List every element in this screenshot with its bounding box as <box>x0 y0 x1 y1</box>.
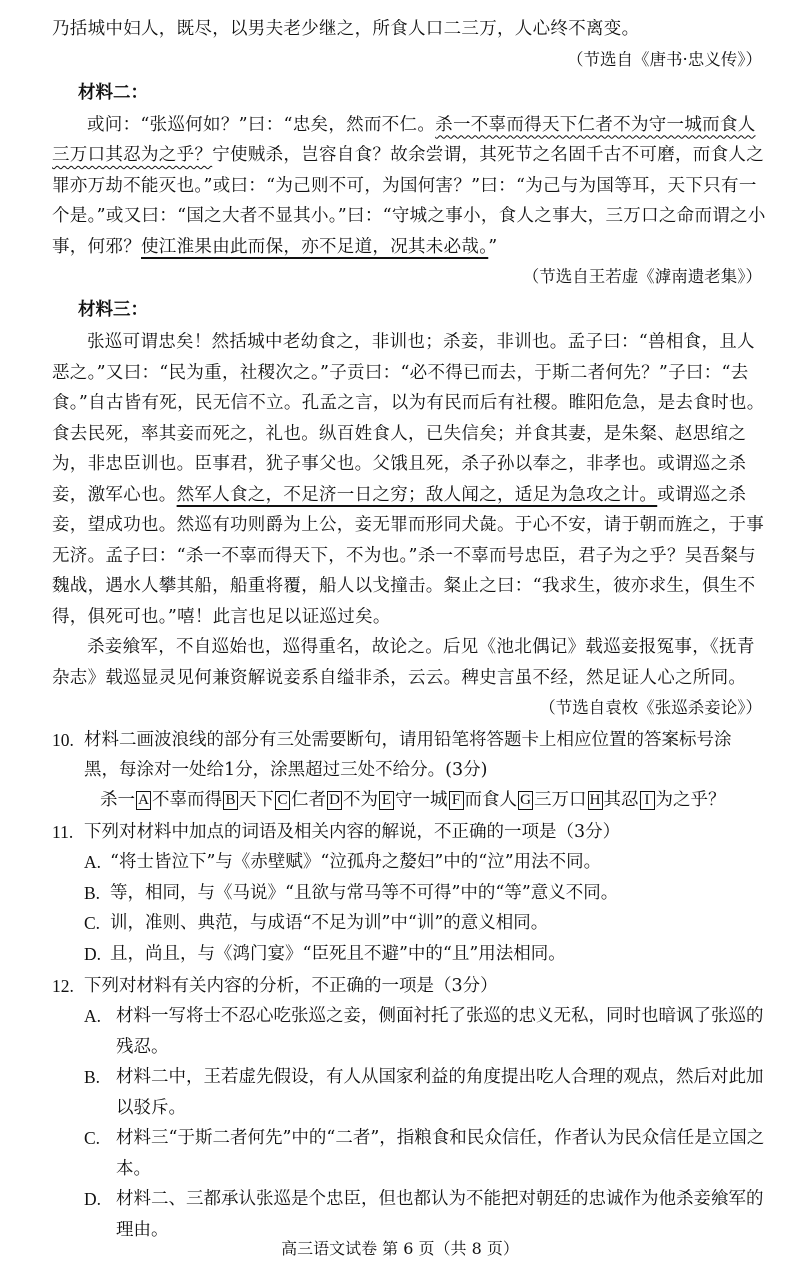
segment-text: 不为 <box>343 790 378 810</box>
option-11-b[interactable] <box>84 878 766 909</box>
segment-text: 守一城 <box>395 790 448 810</box>
question-11 <box>52 817 766 847</box>
material-2-part: ” <box>488 236 498 257</box>
source-citation-3: （节选自袁枚《张巡杀妾论》） <box>539 698 762 717</box>
material-3-text <box>52 327 766 632</box>
segment-text: 天下 <box>239 790 274 810</box>
answer-box-d[interactable]: D <box>327 791 342 810</box>
option-12-a[interactable] <box>84 1001 766 1062</box>
segment-text: 杀一 <box>100 790 135 810</box>
segment-text: 其忍 <box>603 790 639 810</box>
option-label: A. <box>84 1006 102 1026</box>
wavy-underlined-text: 杀一不辜而得天下仁者不为守一城而食人三万口其忍为之乎？ <box>52 114 756 165</box>
option-12-c[interactable] <box>84 1123 766 1184</box>
material-3-text-2: 杀妾飨军，不自巡始也，巡得重名，故论之。后见《池北偶记》载巡妾报冤事，《抚青杂志》载巡显灵见何兼资解说妾系自缢非杀，云云。稗史言虽不经，然足证人心之所同。 <box>52 637 755 688</box>
underlined-sentence: 然军人食之，不足济一日之穷；敌人闻之，适足为急攻之计。 <box>176 484 658 505</box>
material-2-part: 或问：“张巡何如？”曰：“忠矣，然而不仁。 <box>87 114 436 135</box>
option-text: “将士皆泣下”与《赤壁赋》“泣孤舟之嫠妇”中的“泣”用法不同。 <box>110 852 602 872</box>
option-label: A. <box>84 852 102 872</box>
option-text: 等，相同，与《马说》“且欲与常马等不可得”中的“等”意义不同。 <box>110 882 619 903</box>
question-number: 10. <box>52 730 74 750</box>
material-3-part: 张巡可谓忠矣！然括城中老幼食之，非训也；杀妾，非训也。孟子曰：“兽相食，且人恶之。”又曰：“民为重，社稷次之。”子贡曰：“必不得已而去，于斯二者何先？”子曰：“去食。”自古皆有死，民无信不立。孔孟之言，以为有民而后有社稷。睢阳危急，是去食时也。食去民死，率其妾而死之，礼也。纵百姓食人，已失信矣；并食其妻，是朱粲、赵思绾之为，非忠臣训也。臣事君，犹子事父也。父饿且死，杀子孙以奉之，非孝也。或谓巡之杀妾，激军心也。 <box>52 332 765 505</box>
option-11-a[interactable] <box>84 847 766 878</box>
question-text: 下列对材料有关内容的分析，不正确的一项是（3分） <box>84 976 498 996</box>
option-label: B. <box>84 882 101 903</box>
segment-text: 不辜而得 <box>152 790 222 810</box>
option-text: 且，尚且，与《鸿门宴》“臣死且不避”中的“且”用法相同。 <box>110 943 566 964</box>
option-12-b[interactable] <box>84 1062 766 1123</box>
question-12 <box>52 971 766 1001</box>
option-label: D. <box>84 943 102 964</box>
material-3-part: 或谓巡之杀妾，望成功也。然巡有功则爵为上公，妾无罪而形同犬彘。于心不安，请于朝而旌之，于事无济。孟子曰：“杀一不辜而得天下，不为也。”杀一不辜而号忠臣，君子为之乎？吴吾粲与魏战，遇水人攀其船，船重将覆，船人以戈撞击。粲止之曰：“我求生，彼亦求生，俱生不得，俱死可也。”嘻！此言也足以证巡过矣。 <box>52 484 764 627</box>
option-label: C. <box>84 913 101 933</box>
question-text: 下列对材料中加点的词语及相关内容的解说，不正确的一项是（3分） <box>84 822 621 842</box>
answer-box-g[interactable]: G <box>518 791 533 810</box>
material-3-heading: 材料三： <box>78 300 148 320</box>
question-number: 12. <box>52 976 74 996</box>
option-text: 材料一写将士不忍心吃张巡之妾，侧面衬托了张巡的忠义无私，同时也暗讽了张巡的残忍。 <box>116 1006 764 1057</box>
underlined-sentence: 使江淮果由此而保，亦不足道，况其未必哉。 <box>141 236 489 257</box>
source-citation-2: （节选自王若虚《滹南遗老集》） <box>522 267 762 286</box>
answer-box-c[interactable]: C <box>275 791 290 810</box>
option-label: B. <box>84 1067 101 1087</box>
option-text: 材料三“于斯二者何先”中的“二者”，指粮食和民众信任，作者认为民众信任是立国之本。 <box>116 1128 765 1179</box>
segment-text: 而食人 <box>464 790 517 810</box>
answer-box-i[interactable]: I <box>640 791 655 810</box>
question-number: 11. <box>52 822 74 842</box>
passage-continuation: 乃括城中妇人，既尽，以男夫老少继之，所食人口二三万，人心终不离变。 <box>52 19 640 39</box>
question-text: 材料二画波浪线的部分有三处需要断句，请用铅笔将答题卡上相应位置的答案标号涂黑，每涂对一处给1分，涂黑超过三处不给分。(3分) <box>84 730 732 780</box>
option-label: D. <box>84 1189 102 1209</box>
source-citation-1: （节选自《唐书·忠义传》） <box>567 49 762 69</box>
option-11-c[interactable] <box>84 908 766 939</box>
option-11-d[interactable] <box>84 939 766 970</box>
option-label: C. <box>84 1128 101 1148</box>
material-2-text <box>52 110 766 263</box>
punctuation-options <box>100 785 766 815</box>
answer-box-h[interactable]: H <box>588 791 603 810</box>
answer-box-a[interactable]: A <box>136 791 151 810</box>
option-text: 材料二中，王若虚先假设，有人从国家利益的角度提出吃人合理的观点，然后对此加以驳斥。 <box>116 1067 764 1118</box>
page-footer: 高三语文试卷 第 6 页（共 8 页） <box>281 1239 519 1258</box>
material-2-heading: 材料二： <box>78 82 148 103</box>
segment-text: 仁者 <box>291 790 326 810</box>
answer-box-f[interactable]: F <box>449 791 464 810</box>
question-10 <box>52 725 766 785</box>
answer-box-e[interactable]: E <box>379 791 394 810</box>
option-text: 训，准则、典范，与成语“不足为训”中“训”的意义相同。 <box>110 913 549 933</box>
option-text: 材料二、三都承认张巡是个忠臣，但也都认为不能把对朝廷的忠诚作为他杀妾飨军的理由。 <box>116 1189 764 1240</box>
segment-text: 三万口 <box>534 790 587 810</box>
answer-box-b[interactable]: B <box>223 791 238 810</box>
material-2-part: 宁使贼杀，岂容自食？故余尝谓，其死节之名固千古不可磨，而食人之罪亦万劫不能灭也。”或曰：“为己则不可，为国何害？”曰：“为己与为国等耳，天下只有一个是。”或又曰：“国之大者不显其小。”曰：“守城之事小，食人之事大，三万口之命而谓之小事，何邪？ <box>52 145 766 257</box>
segment-text: 为之乎？ <box>655 790 726 810</box>
